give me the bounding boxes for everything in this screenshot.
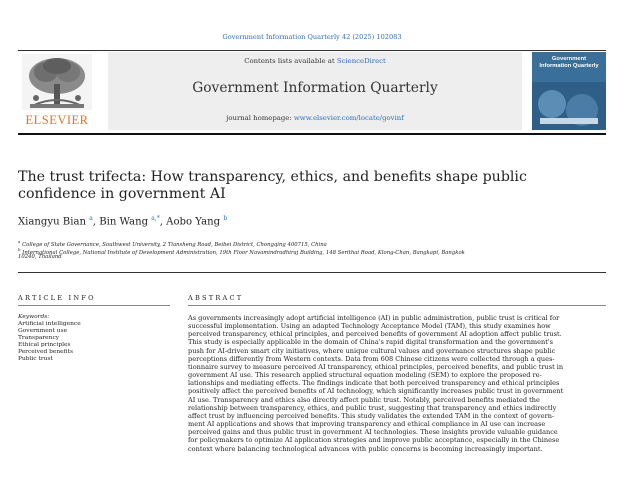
abstract-line: perceptions differently from Western contexts. Data from 608 Chinese citizens were collected through a ques- [188, 354, 555, 363]
affiliation-mark: a [18, 239, 21, 244]
affiliation-text: College of State Governance, Southwest University, 2 Tiansheng Road, Beibei District, Chongqing 400715, China [22, 241, 327, 248]
abstract-line: As governments increasingly adopt artificial intelligence (AI) in public administration, public trust is critical for [188, 314, 560, 322]
journal-citation[interactable]: Government Information Quarterly 42 (2025) 102083 [222, 33, 402, 41]
author-affiliation-mark[interactable]: b [223, 215, 228, 222]
affiliation-b-continued: 10240, Thailand [18, 254, 62, 260]
cover-art-icon [532, 82, 606, 130]
affiliation-rule [18, 272, 606, 273]
abstract-line: perceived gains and thus public trust in government AI technologies. These insights provide valuable guidance [188, 428, 558, 437]
author-name[interactable]: Bin Wang [99, 216, 149, 228]
cover-title: Government Information Quarterly [539, 56, 599, 69]
header-top-rule [18, 50, 606, 51]
affiliation-text: International College, National Institute of Development Administration, 19th Floor Navamindradhiraj Building, 148 Serithai Road, Klong-Chan, Bangkapi, Bangkok [22, 249, 465, 256]
author-name[interactable]: Aobo Yang [166, 216, 221, 228]
title-line-1: The trust trifecta: How transparency, ethics, and benefits shape public [18, 169, 527, 185]
abstract-heading: ABSTRACT [188, 294, 244, 302]
author-affiliation-mark[interactable]: a [89, 215, 93, 222]
abstract-line: push for AI-driven smart city initiatives, where unique cultural values and governance structures shape public [188, 346, 556, 355]
abstract-line: government AI use. This research applied structural equation modeling (SEM) to explore the proposed re- [188, 371, 542, 380]
article-info-rule [18, 305, 170, 306]
keyword-item: Perceived benefits [18, 349, 73, 355]
keywords-label: Keywords: [18, 314, 50, 320]
contents-prefix: Contents lists available at [244, 57, 337, 65]
keyword-item: Artificial intelligence [18, 321, 81, 327]
abstract-line: perceived transparency, ethical principles, and perceived benefits of government AI adoption affect public trust. [188, 330, 562, 339]
article-title [18, 169, 608, 203]
keyword-item: Transparency [18, 335, 60, 341]
author-name[interactable]: Xiangyu Bian [18, 216, 86, 228]
sciencedirect-link[interactable]: ScienceDirect [336, 57, 386, 65]
header-bottom-rule [18, 133, 606, 135]
author-list: Xiangyu Bian $^a$, Bin Wang $^{a,*}$, Aobo Yang $^b$ [18, 215, 228, 228]
journal-homepage-link[interactable]: www.elsevier.com/locate/govinf [293, 114, 404, 122]
abstract-line: AI use. Transparency and ethics also directly affect public trust. Notably, perceived benefits mediated the [188, 395, 540, 404]
abstract-line: tionnaire survey to measure perceived AI transparency, ethical principles, perceived benefits, and public trust in [188, 362, 564, 371]
abstract-line: affect trust by influencing perceived benefits. This study validates the extended TAM in the context of govern- [188, 411, 555, 420]
elsevier-logo-text[interactable]: ELSEVIER [25, 113, 89, 127]
journal-title: Government Information Quarterly [192, 80, 438, 96]
contents-available-line [108, 57, 522, 65]
abstract-line: positively affect the perceived benefits of AI technology, which significantly increases public trust in government [188, 387, 564, 396]
abstract-line: for policymakers to optimize AI application strategies and improve public acceptance, especially in the Chinese [188, 436, 560, 445]
abstract-line: lationships and mediating effects. The findings indicate that both perceived transparency and ethical principles [188, 379, 560, 388]
keyword-item: Public trust [18, 356, 53, 362]
article-info-heading: ARTICLE INFO [18, 294, 96, 302]
keyword-item: Ethical principles [18, 342, 71, 348]
abstract-line: This study is especially applicable in the domain of China's rapid digital transformation and the government's [188, 338, 554, 347]
author-affiliation-mark[interactable]: a,* [151, 215, 160, 222]
abstract-body [188, 314, 606, 453]
abstract-line: context where balancing technological advances with public concerns is becoming increasingly important. [188, 444, 543, 453]
keyword-item: Government use [18, 328, 68, 334]
abstract-rule [188, 305, 606, 306]
abstract-line: relationship between transparency, ethics, and public trust, suggesting that transparency and ethics indirectly [188, 403, 557, 412]
journal-homepage-line [108, 114, 522, 122]
title-line-2: confidence in government AI [18, 186, 226, 202]
affiliation-mark: b [18, 247, 21, 252]
homepage-prefix: journal homepage: [226, 114, 294, 122]
elsevier-tree-logo-icon [22, 54, 92, 110]
journal-cover-thumbnail[interactable] [532, 52, 606, 130]
abstract-line: successful implementation. Using an adapted Technology Acceptance Model (TAM), this study examines how [188, 322, 551, 331]
abstract-line: ment AI applications and shows that improving transparency and ethical compliance in AI use can increase [188, 420, 546, 429]
